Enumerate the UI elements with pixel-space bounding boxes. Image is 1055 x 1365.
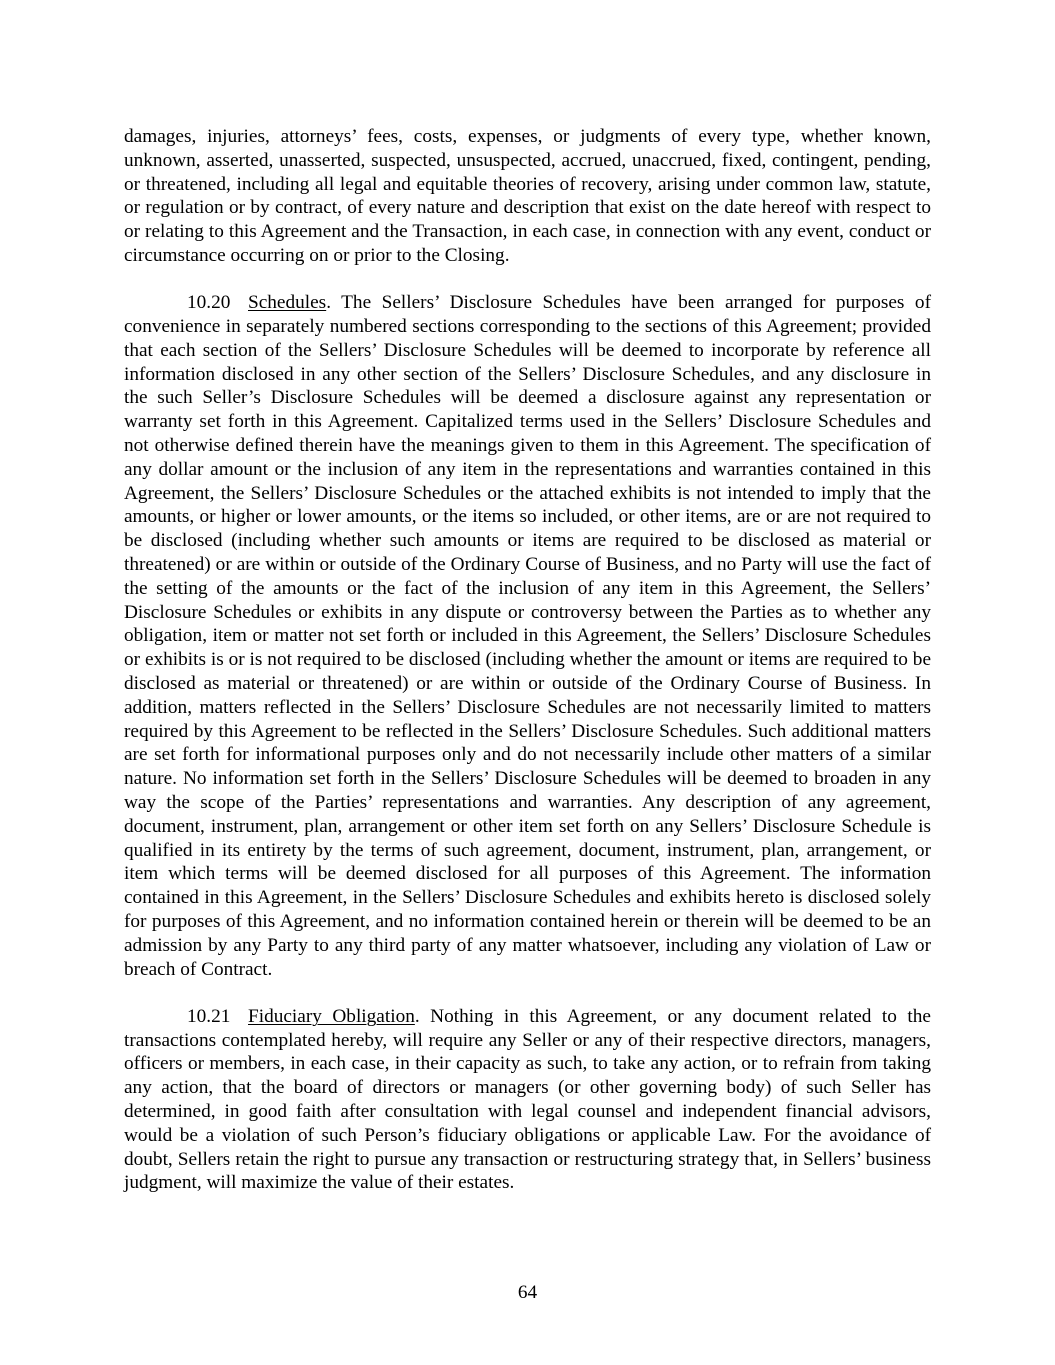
page-number: 64 bbox=[517, 1282, 538, 1303]
continuation-paragraph: damages, injuries, attorneys’ fees, costs, expenses, or judgments of every type, whether known, unknown, asserted, unasserted, suspected, unsuspected, accrued, unaccrued, fixed, contingent, pending, or threatened, including all legal and equitable theories of recovery, arising under common law, statute, or regulation or by contract, of every nature and description that exist on the date hereof with respect to or relating to this Agreement and the Transaction, in each case, in connection with any event, conduct or circumstance occurring on or prior to the Closing. bbox=[124, 126, 931, 266]
section-title-schedules: Schedules bbox=[248, 292, 327, 314]
section-body: . The Sellers’ Disclosure Schedules have been arranged for purposes of convenience in separately numbered sections corresponding to the sections of this Agreement; provided that each section of the Sellers’ Disclosure Schedules will be deemed to incorporate by reference all information disclosed in any other section of the Sellers’ Disclosure Schedules, and any disclosure in the such Seller’s Disclosure Schedules will be deemed a disclosure against any representation or warranty set forth in this Agreement. Capitalized terms used in the Sellers’ Disclosure Schedules and not otherwise defined therein have the meanings given to them in this Agreement. The specification of any dollar amount or the inclusion of any item in the representations and warranties contained in this Agreement, the Sellers’ Disclosure Schedules or the attached exhibits is not intended to imply that the amounts, or higher or lower amounts, or the items so included, or other items, are or are not required to be disclosed (including whether such amounts or items are required to be disclosed as material or threatened) or are within or outside of the Ordinary Course of Business, and no Party will use the fact of the setting of the amounts or the fact of the inclusion of any item in this Agreement, the Sellers’ Disclosure Schedules or exhibits in any dispute or controversy between the Parties as to whether any obligation, item or matter not set forth or included in this Agreement, the Sellers’ Disclosure Schedules or exhibits is or is not required to be disclosed (including whether the amount or items are required to be disclosed as material or threatened) or are within or outside of the Ordinary Course of Business. In addition, matters reflected in the Sellers’ Disclosure Schedules are not necessarily limited to matters required by this Agreement to be reflected in the Sellers’ Disclosure Schedules. Such additional matters are set forth for informational purposes only and do not necessarily include other matters of a similar nature. No information set forth in the Sellers’ Disclosure Schedules will be deemed to broaden in any way the scope of the Parties’ representations and warranties. Any description of any agreement, document, instrument, plan, arrangement or other item set forth on any Sellers’ Disclosure Schedule is qualified in its entirety by the terms of such agreement, document, instrument, plan, arrangement, or item which terms will be deemed disclosed for all purposes of this Agreement. The information contained in this Agreement, in the Sellers’ Disclosure Schedules and exhibits hereto is disclosed solely for purposes of this Agreement, and no information contained herein or therein will be deemed to be an admission by any Party to any third party of any matter whatsoever, including any violation of Law or breach of Contract. bbox=[124, 292, 931, 980]
section-10-20-paragraph bbox=[124, 291, 931, 981]
document-page bbox=[124, 125, 931, 1195]
section-title-fiduciary-obligation: Fiduciary Obligation bbox=[248, 1005, 415, 1027]
section-number: 10.20 bbox=[187, 292, 231, 314]
section-10-21-paragraph bbox=[124, 1005, 931, 1195]
section-body: . Nothing in this Agreement, or any document related to the transactions contemplated hereby, will require any Seller or any of their respective directors, managers, officers or members, in each case, in their capacity as such, to take any action, or to refrain from taking any action, that the board of directors or managers (or other governing body) of such Seller has determined, in good faith after consultation with legal counsel and independent financial advisors, would be a violation of such Person’s fiduciary obligations or applicable Law. For the avoidance of doubt, Sellers retain the right to pursue any transaction or restructuring strategy that, in Sellers’ business judgment, will maximize the value of their estates. bbox=[124, 1005, 931, 1194]
section-number: 10.21 bbox=[187, 1005, 231, 1027]
